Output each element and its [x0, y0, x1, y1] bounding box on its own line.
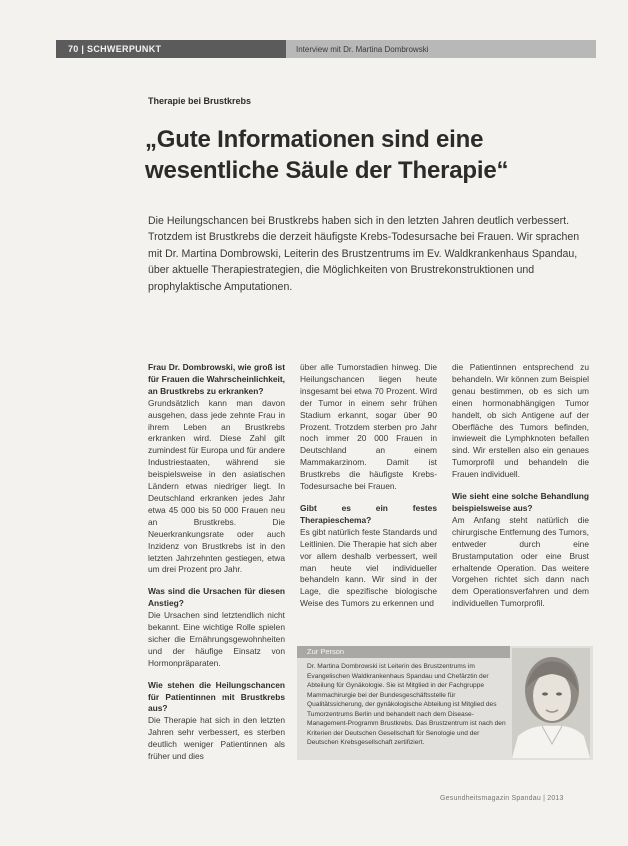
profile-box-heading: Zur Person — [297, 646, 510, 658]
answer: Es gibt natürlich feste Standards und Leitlinien. Die Therapie hat sich aber vor allem deshalb verbessert, weil man heute viel individueller behandeln kann. Wir sind in der Lage, die spezifische biologische Weise des Tumors zu erkennen und — [300, 526, 437, 609]
article-kicker: Therapie bei Brustkrebs — [148, 96, 252, 106]
answer: Am Anfang steht natürlich die chirurgische Entfernung des Tumors, entweder durch eine Brustamputation oder eine Brust erhaltende Operation. Das weitere Vorgehen richtet sich dann nach dem Operationsverfahren und dem individuellen Tumorprofil. — [452, 514, 589, 609]
profile-box — [297, 646, 593, 760]
question: Wie stehen die Heilungschancen für Patientinnen mit Brustkrebs aus? — [148, 679, 285, 714]
answer: die Patientinnen entsprechend zu behandeln. Wir können zum Beispiel genau bestimmen, ob es sich um einen hormonabhängigen Tumor handelt, ob sich Antigene auf der Oberfläche des Tumors befinden, inwieweit die Lymphknoten befallen sind. Wir erstellen also ein genaues Tumorprofil und behandeln die Frauen individuell. — [452, 362, 589, 480]
text-column-2 — [300, 362, 437, 620]
question: Was sind die Ursachen für diesen Anstieg? — [148, 586, 285, 609]
section-label: 70 | SCHWERPUNKT — [56, 40, 286, 58]
page-footer: Gesundheitsmagazin Spandau | 2013 — [440, 795, 564, 802]
text-column-3 — [452, 362, 589, 620]
answer: über alle Tumorstadien hinweg. Die Heilungschancen liegen heute insgesamt bei etwa 70 Prozent. Wird der Tumor in einem sehr frühen Stadium erkannt, sogar über 90 Prozent. Trotzdem sterben pro Jahr noch immer 20 000 Frauen in Deutschland an einem Mammakarzinom. Damit ist Brustkrebs die häufigste Krebs-Todesursache bei Frauen. — [300, 362, 437, 492]
portrait-illustration — [512, 648, 590, 758]
answer: Die Therapie hat sich in den letzten Jahren sehr verbessert, es sterben deutlich weniger Patientinnen als früher und dies — [148, 715, 285, 762]
answer: Die Ursachen sind letztendlich nicht bekannt. Eine wichtige Rolle spielen sicher die Ernährungsgewohnheiten und der häufige Einsatz von Hormonpräparaten. — [148, 610, 285, 668]
portrait-photo — [512, 648, 590, 758]
question: Gibt es ein festes Therapieschema? — [300, 502, 437, 525]
profile-box-text: Dr. Martina Dombrowski ist Leiterin des Brustzentrums im Evangelischen Waldkrankenhaus Spandau und Chefärztin der Abteilung für Gynäkologie. Sie ist Mitglied in der Fachgruppe Mammachirurgie bei der Bundesgeschäftsstelle für Qualitätssicherung, der gynäkologische Abteilung ist Mitglied des Tumorzentrums Berlin und behandelt nach dem Disease-Management-Programm Brustkrebs. Das Brustzentrum ist nach den Kriterien der Deutschen Gesellschaft für Senologie und der Deutschen Krebsgesellschaft zertifiziert. — [307, 663, 506, 746]
section-header-bar — [56, 40, 596, 58]
question: Frau Dr. Dombrowski, wie groß ist für Frauen die Wahrscheinlichkeit, an Brustkrebs zu erkranken? — [148, 362, 285, 396]
article-title: „Gute Informationen sind eine wesentliche Säule der Therapie“ — [145, 126, 509, 184]
article-topic: Interview mit Dr. Martina Dombrowski — [286, 40, 596, 58]
text-column-1 — [148, 362, 285, 773]
article-intro: Die Heilungschancen bei Brustkrebs haben sich in den letzten Jahren deutlich verbessert. Trotzdem ist Brustkrebs die derzeit häufigste Krebs-Todesursache bei Frauen. Wir sprachen mit Dr. Martina Dombrowski, Leiterin des Brustzentrums im Ev. Waldkrankenhaus Spandau, über aktuelle Therapiestrategien, die Möglichkeiten von Brustrekonstruktionen und prophylaktische Amputationen. — [148, 215, 580, 293]
answer: Grundsätzlich kann man davon ausgehen, dass jede zehnte Frau in ihrem Leben an Brustkrebs erkranken wird. Diese Zahl gilt zumindest für Europa und für andere Industriestaaten, während sie beispielsweise in den asiatischen Ländern etwas niedriger liegt. In Deutschland erkranken jedes Jahr etwa 45 000 bis 50 000 Frauen neu an Brustkrebs. Die Neuerkrankungsrate oder auch Inzidenz von Brustkrebs ist in den letzten Jahrzehnten gestiegen, etwa um drei Prozent pro Jahr. — [148, 397, 285, 575]
question: Wie sieht eine solche Behandlung beispielsweise aus? — [452, 491, 589, 513]
